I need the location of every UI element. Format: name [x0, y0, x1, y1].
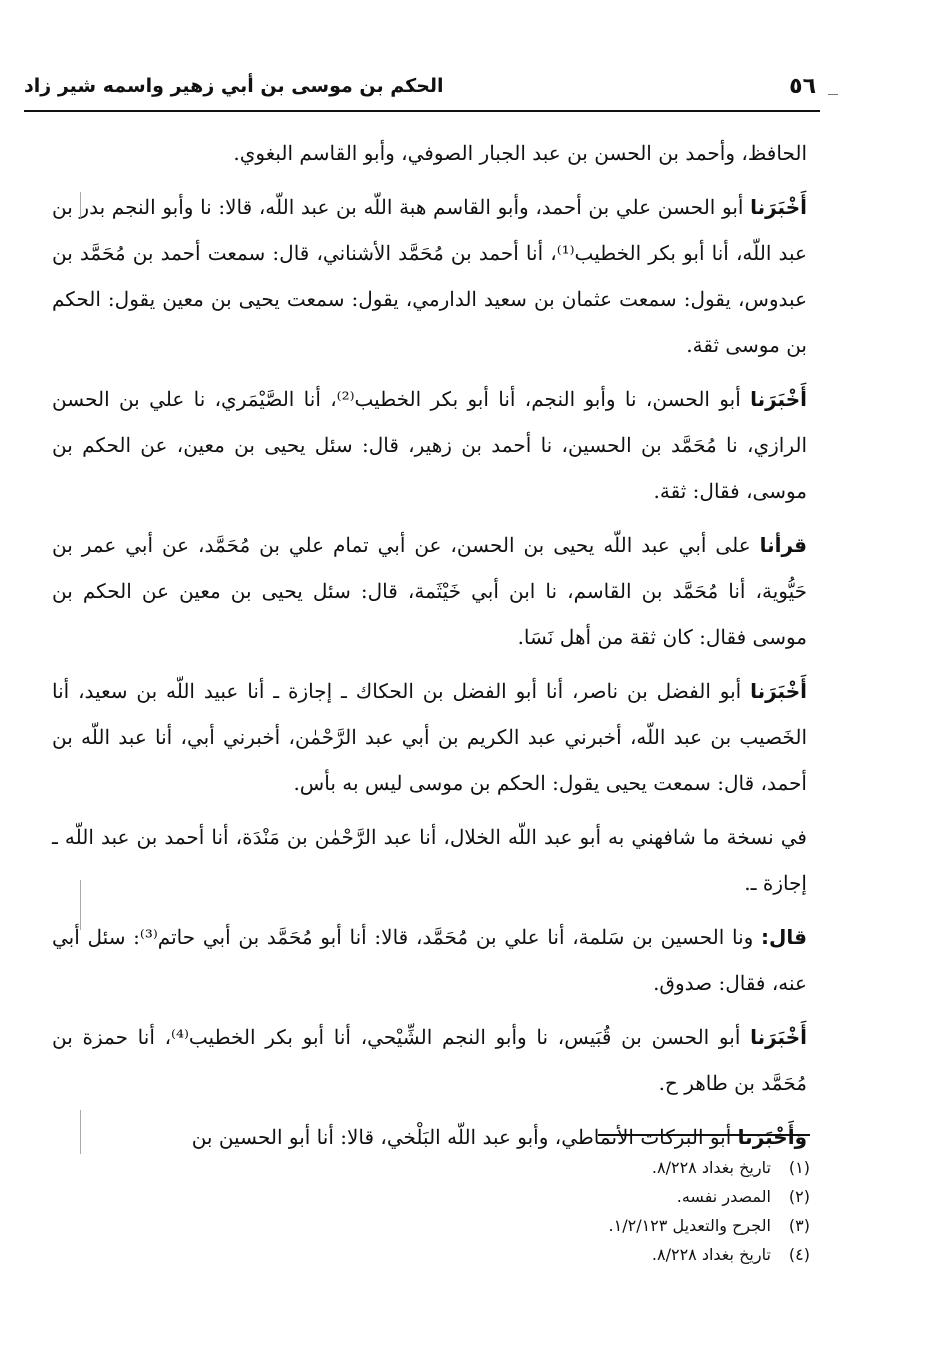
footnote-rule — [598, 1134, 810, 1136]
footnote-number: (٤) — [788, 1245, 810, 1264]
footnote-text: الجرح والتعديل ١/٢/١٢٣. — [608, 1216, 771, 1235]
footnote-text: تاريخ بغداد ٨/٢٢٨. — [651, 1158, 771, 1177]
footnote-text: المصدر نفسه. — [676, 1187, 771, 1206]
footnote-number: (١) — [788, 1158, 810, 1177]
paragraph-lead: وَأَخْبَرَنا — [737, 1125, 807, 1149]
paragraph-lead: أَخْبَرَنا — [750, 679, 807, 703]
paragraph-lead: أَخْبَرَنا — [750, 195, 807, 219]
footnote — [420, 1153, 810, 1182]
paragraph — [52, 522, 807, 660]
paragraph — [52, 814, 807, 906]
footnote — [420, 1182, 810, 1211]
paragraph-lead: قال: — [761, 925, 807, 949]
margin-mark — [80, 192, 81, 218]
paragraph-text: أبو الحسن بن قُبَيس، نا وأبو النجم الشِّيْحي، أنا أبو بكر الخطيب⁽⁴⁾، أنا حمزة بن مُحَمَّد بن طاهر ح. — [52, 1025, 807, 1095]
paragraph-lead: أَخْبَرَنا — [750, 1025, 807, 1049]
footnote-number: (٢) — [788, 1187, 810, 1206]
margin-mark — [80, 880, 81, 930]
paragraph-text: أبو البركات الأنماطي، وأبو عبد اللّه البَلْخي، قالا: أنا أبو الحسين بن — [191, 1125, 738, 1149]
header-rule — [24, 110, 820, 112]
paragraph — [52, 1014, 807, 1106]
page-header — [24, 66, 816, 106]
page-number: ٥٦ — [789, 73, 816, 99]
paragraph — [52, 914, 807, 1006]
footnote — [420, 1211, 810, 1240]
footnote-number: (٣) — [788, 1216, 810, 1235]
paragraph — [52, 184, 807, 368]
footnotes — [420, 1153, 810, 1269]
paragraph-lead: أَخْبَرَنا — [750, 387, 807, 411]
footnote-text: تاريخ بغداد ٨/٢٢٨. — [651, 1245, 771, 1264]
paragraph-text: أبو الحسن علي بن أحمد، وأبو القاسم هبة اللّه بن عبد اللّه، قالا: نا وأبو النجم بدر بن عبد اللّه، أنا أبو بكر الخطيب⁽¹⁾، أنا أحمد بن مُحَمَّد الأشناني، قال: سمعت أحمد بن مُحَمَّد بن عبدوس، يقول: سمعت عثمان بن سعيد الدارمي، يقول: سمعت يحيى بن معين يقول: الحكم بن موسى ثقة. — [52, 195, 807, 357]
paragraph-lead: قرأنا — [759, 533, 807, 557]
footnote — [420, 1240, 810, 1269]
paragraph — [52, 130, 807, 176]
paragraph — [52, 376, 807, 514]
paragraph-text: ونا الحسين بن سَلمة، أنا علي بن مُحَمَّد، قالا: أنا أبو مُحَمَّد بن أبي حاتم⁽³⁾: سئل أبي عنه، فقال: صدوق. — [52, 925, 807, 995]
paragraph-text: على أبي عبد اللّه يحيى بن الحسن، عن أبي تمام علي بن مُحَمَّد، عن أبي عمر بن حَيُّوية، أنا مُحَمَّد بن القاسم، نا ابن أبي خَيْثَمة، قال: سئل يحيى بن معين عن الحكم بن موسى فقال: كان ثقة من أهل نَسَا. — [52, 533, 807, 649]
paragraph-text: أبو الفضل بن ناصر، أنا أبو الفضل بن الحكاك ـ إجازة ـ أنا عبيد اللّه بن سعيد، أنا الخَصيب بن عبد اللّه، أخبرني عبد الكريم بن أبي عبد الرَّحْمٰن، أخبرني أبي، أنا عبد اللّه بن أحمد، قال: سمعت يحيى يقول: الحكم بن موسى ليس به بأس. — [52, 679, 807, 795]
paragraph-text: في نسخة ما شافهني به أبو عبد اللّه الخلال، أنا عبد الرَّحْمٰن بن مَنْدَة، أنا أحمد بن عبد اللّه ـ إجازة ـ. — [52, 825, 807, 895]
margin-tick-mark — [828, 94, 838, 95]
margin-mark — [80, 1110, 81, 1154]
paragraph-text: أبو الحسن، نا وأبو النجم، أنا أبو بكر الخطيب⁽²⁾، أنا الصَّيْمَري، نا علي بن الحسن الرازي، نا مُحَمَّد بن الحسين، نا أحمد بن زهير، قال: سئل يحيى بن معين، عن الحكم بن موسى، فقال: ثقة. — [52, 387, 807, 503]
paragraph — [52, 668, 807, 806]
running-title: الحكم بن موسى بن أبي زهير واسمه شير زاد — [24, 75, 444, 97]
paragraph-text: الحافظ، وأحمد بن الحسن بن عبد الجبار الصوفي، وأبو القاسم البغوي. — [233, 141, 807, 165]
main-text — [52, 130, 807, 1168]
